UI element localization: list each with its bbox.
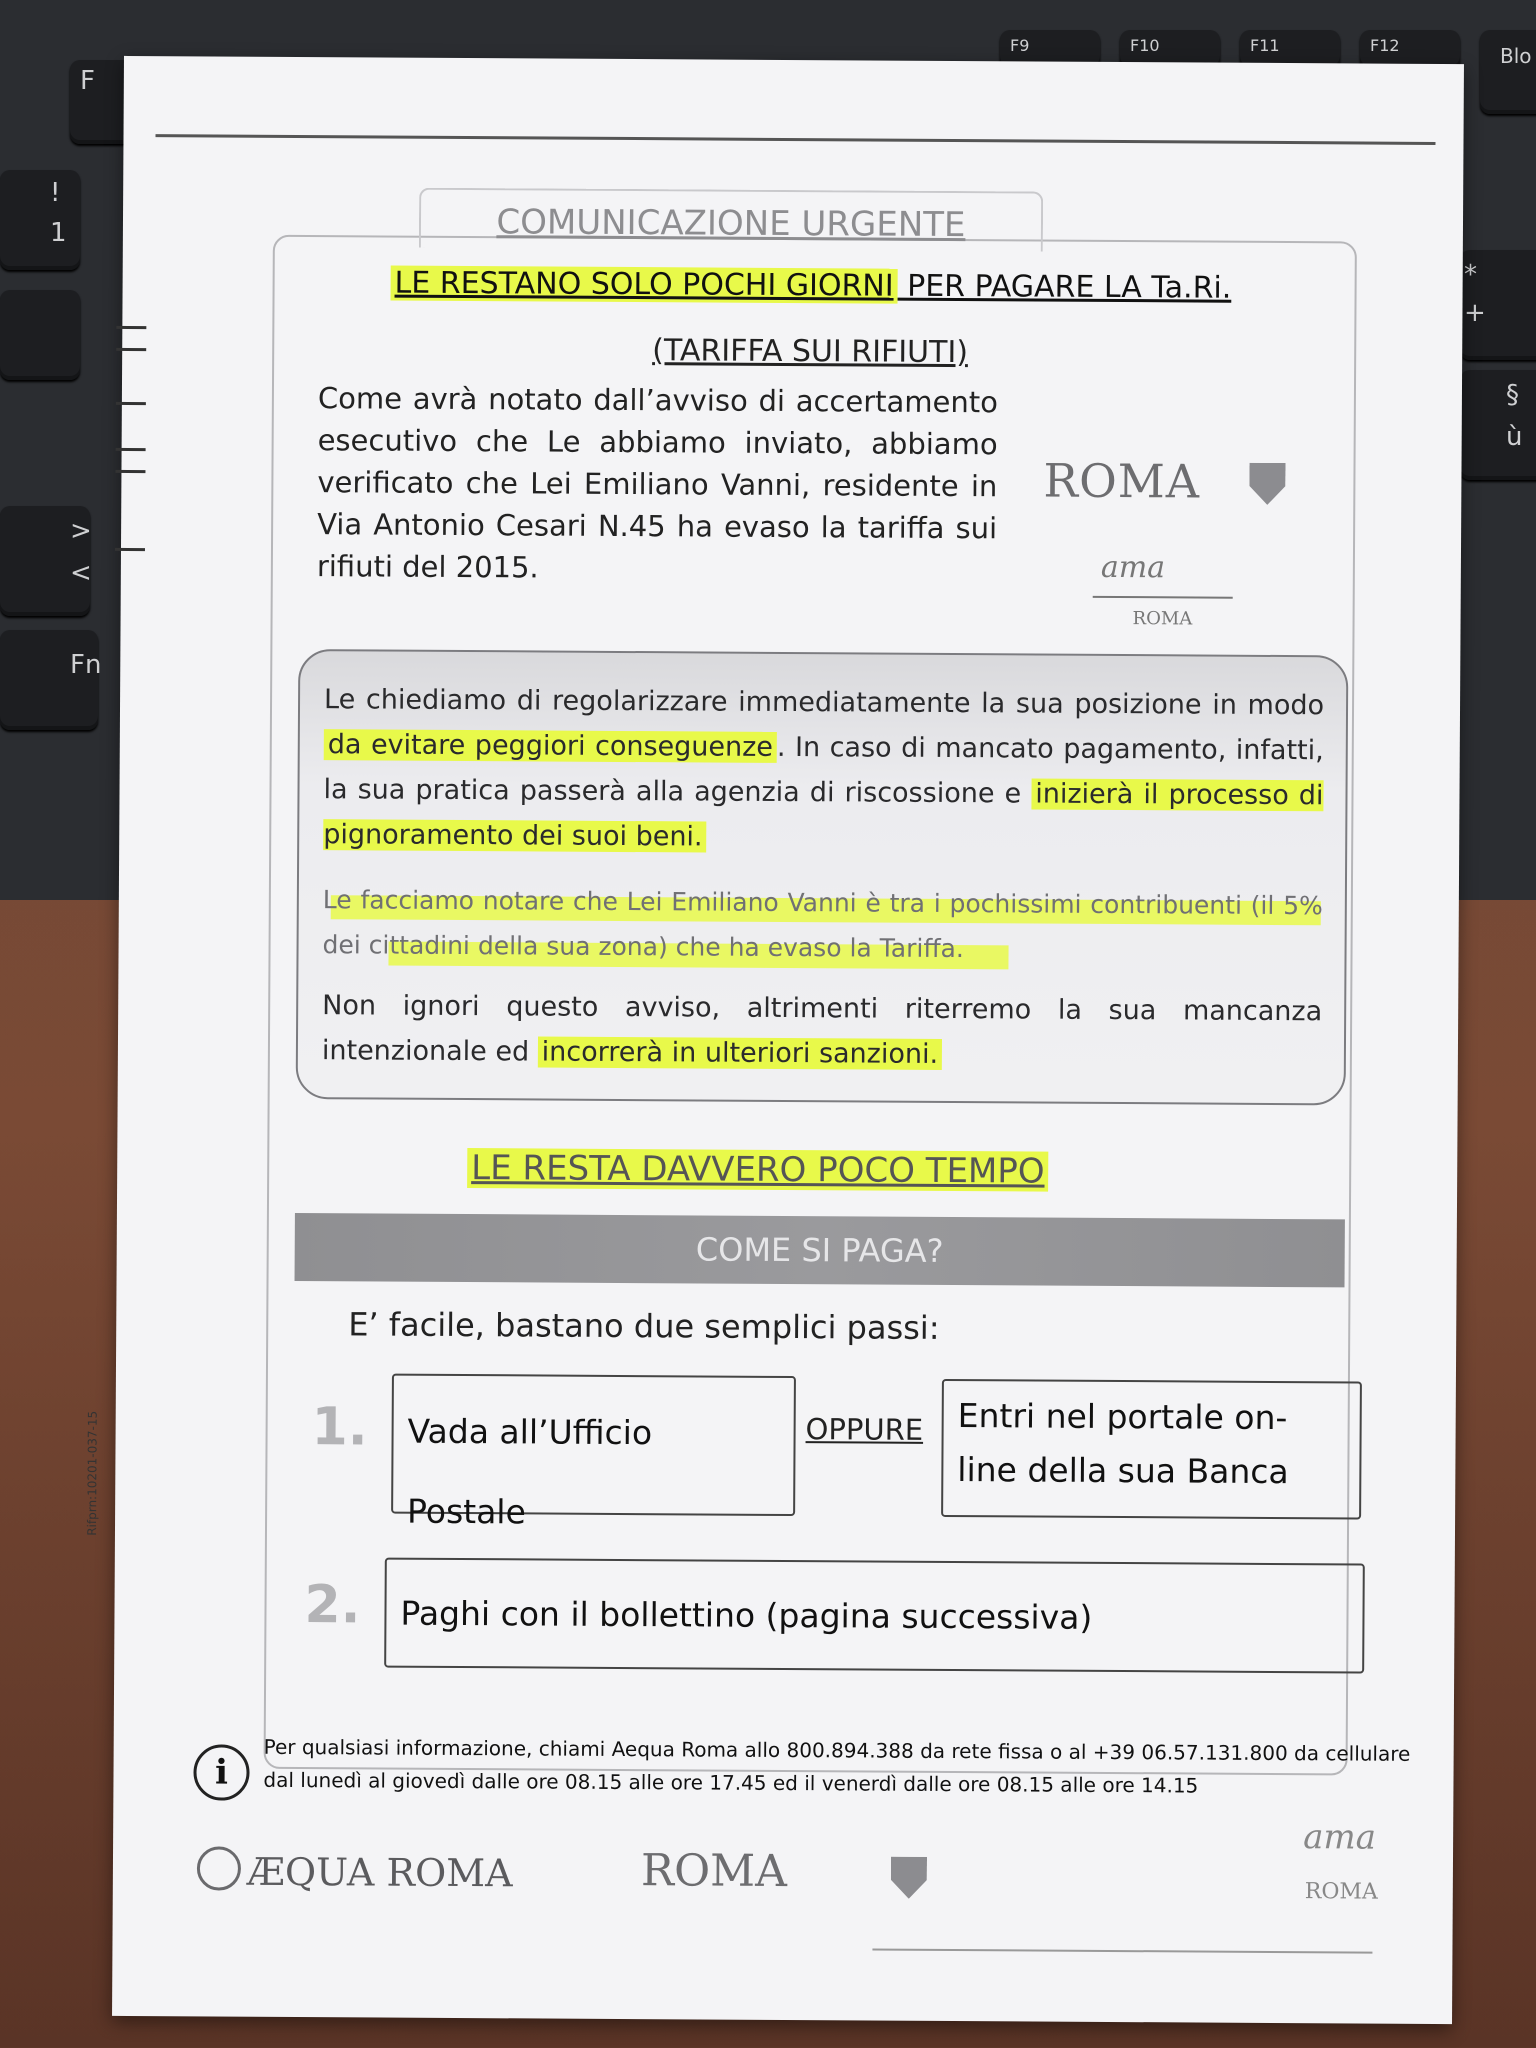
contact-info-line-1: Per qualsiasi informazione, chiami Aequa Roma allo 800.894.388 da rete fissa o al +39 06.57.131.800 da cellulare xyxy=(263,1734,1411,1766)
key-fn xyxy=(0,630,102,730)
key-blo xyxy=(1480,30,1536,114)
key-label: Fn xyxy=(70,650,102,680)
key-label: F10 xyxy=(1130,36,1160,55)
step-2-number: 2. xyxy=(304,1575,361,1636)
notice-p1-highlight-2: inizierà il processo di pignoramento dei suoi beni. xyxy=(323,778,1324,853)
intro-paragraph: Come avrà notato dall’avviso di accertamento esecutivo che Le abbiamo inviato, abbiamo verificato che Lei Emiliano Vanni, residente in Via Antonio Cesari N.45 ha evaso la tariffa sui rifiuti del 2015. xyxy=(316,381,999,585)
notice-p1-middle: . In caso di mancato pagamento, infatti, la sua pratica passerà alla agenzia di riscossione e xyxy=(323,731,1324,810)
footer-ama-logo: ama xyxy=(1303,1817,1377,1858)
subtitle: (TARIFFA SUI RIFIUTI) xyxy=(652,333,969,371)
key-label: F11 xyxy=(1250,36,1280,55)
title-rest: PER PAGARE LA Ta.Ri. xyxy=(897,268,1232,306)
aequa-roma-logo xyxy=(197,1846,513,1895)
step-1-option-post-office: Vada all’Ufficio Postale xyxy=(391,1374,796,1516)
key-label: + xyxy=(1464,298,1486,328)
notice-p1-highlight-1: da evitare peggiori conseguenze xyxy=(324,729,777,763)
footer-roma-shield-icon xyxy=(891,1857,927,1899)
title-highlight: LE RESTANO SOLO POCHI GIORNI xyxy=(391,266,898,304)
notice-paragraph-2: Le facciamo notare che Lei Emiliano Vanni è tra i pochissimi contribuenti (il 5% dei cittadini della sua zona) che ha evaso la Tariffa. xyxy=(322,885,1323,964)
steps-intro: E’ facile, bastano due semplici passi: xyxy=(348,1305,940,1347)
contact-info-line-2: dal lunedì al giovedì dalle ore 08.15 alle ore 17.45 ed il venerdì dalle ore 08.15 alle ore 14.15 xyxy=(263,1767,1199,1798)
key-plus xyxy=(1460,250,1536,360)
footer-ama-roma: ROMA xyxy=(1304,1879,1378,1905)
notice-p3-start: Non ignori questo avviso, altrimenti riterremo la sua mancanza intenzionale ed xyxy=(321,990,1323,1068)
notice-paragraph-1 xyxy=(323,677,1324,863)
key-angle xyxy=(0,506,90,616)
notice-paragraph-3 xyxy=(322,983,1323,1079)
key-label: ! xyxy=(50,178,61,208)
key-label: F9 xyxy=(1010,36,1030,55)
how-to-pay-banner: COME SI PAGA? xyxy=(295,1213,1345,1287)
cta-heading xyxy=(467,1148,1049,1192)
footer-roma-logo: ROMA xyxy=(640,1845,788,1898)
main-title xyxy=(391,266,1232,306)
notice-p3-highlight: incorrerà in ulteriori sanzioni. xyxy=(538,1036,943,1069)
key-label: 1 xyxy=(50,218,67,248)
key-label: Blo xyxy=(1500,44,1532,68)
aequa-roma-text: ÆQUA ROMA xyxy=(246,1849,513,1896)
step-1-number: 1. xyxy=(311,1397,368,1458)
margin-tick xyxy=(116,326,146,329)
aequa-emblem-icon xyxy=(197,1846,241,1890)
urgent-header: COMUNICAZIONE URGENTE xyxy=(419,188,1043,252)
key-label: * xyxy=(1464,260,1477,290)
key-label: > xyxy=(70,516,92,546)
key-label: § xyxy=(1506,380,1519,410)
step-1-option-bank: Entri nel portale on-line della sua Banca xyxy=(941,1379,1362,1520)
step-2-payment-slip: Paghi con il bollettino (pagina successiva) xyxy=(384,1558,1365,1674)
key-label: F12 xyxy=(1370,36,1400,55)
key-section xyxy=(1460,370,1536,480)
margin-tick xyxy=(116,402,146,405)
notice-p1-start: Le chiediamo di regolarizzare immediatamente la sua posizione in modo xyxy=(323,684,1325,722)
margin-tick xyxy=(116,448,146,451)
key-label: F xyxy=(80,66,95,96)
ama-logo: ama xyxy=(1100,549,1166,586)
margin-tick xyxy=(116,348,146,351)
key-label: ù xyxy=(1506,422,1523,452)
bottom-rule xyxy=(872,1949,1372,1954)
key-blank xyxy=(0,290,80,380)
info-icon: i xyxy=(193,1744,249,1800)
margin-tick xyxy=(115,548,145,551)
roma-logo: ROMA xyxy=(1043,453,1201,509)
margin-tick xyxy=(115,470,145,473)
key-label: < xyxy=(70,558,92,588)
side-reference: Rifprn:10201-037-15 xyxy=(84,1410,100,1536)
key-1 xyxy=(0,170,80,270)
or-label: OPPURE xyxy=(805,1412,924,1447)
cta-highlight: LE RESTA DAVVERO POCO TEMPO xyxy=(467,1148,1049,1192)
ama-logo-roma: ROMA xyxy=(1132,608,1193,630)
top-rule xyxy=(156,134,1436,145)
contact-info xyxy=(263,1731,1413,1804)
